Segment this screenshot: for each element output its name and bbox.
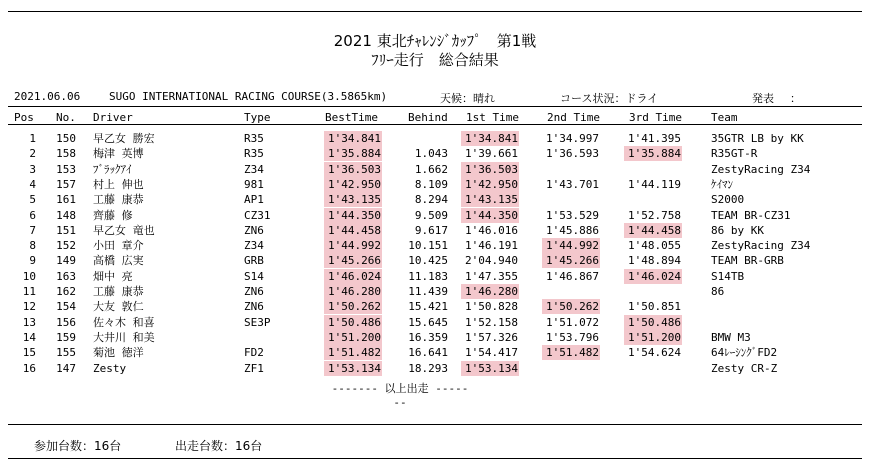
cell-best: 1'44.458 xyxy=(328,223,381,237)
col-header-best: BestTime xyxy=(325,111,378,124)
cell-t2: 1'34.997 xyxy=(546,132,599,145)
table-row xyxy=(0,208,870,224)
cell-t3: 1'50.851 xyxy=(628,300,681,314)
cell-no: 155 xyxy=(56,346,76,360)
cell-best: 1'46.280 xyxy=(328,285,381,298)
cell-behind: 1.043 xyxy=(414,147,448,161)
col-header-team: Team xyxy=(711,111,738,124)
table-row xyxy=(0,238,870,254)
cell-type: ZN6 xyxy=(244,300,264,314)
table-row xyxy=(0,299,870,315)
cell-best: 1'51.482 xyxy=(328,346,381,360)
table-row xyxy=(0,269,870,285)
starter-count: 出走台数：16台 xyxy=(175,439,263,453)
cell-t2: 1'44.992 xyxy=(546,239,599,253)
cell-pos: 8 xyxy=(29,239,36,253)
cell-no: 161 xyxy=(56,193,76,207)
cell-behind: 15.645 xyxy=(408,315,448,329)
top-rule xyxy=(8,11,862,12)
cell-type: CZ31 xyxy=(244,208,271,222)
cell-type: R35 xyxy=(244,132,264,145)
cell-type: ZN6 xyxy=(244,285,264,298)
cell-t1: 1'43.135 xyxy=(465,193,518,207)
announce-time: ： xyxy=(790,92,801,105)
cell-no: 156 xyxy=(56,315,76,329)
cell-team: TEAM BR-GRB xyxy=(711,254,784,268)
cell-best: 1'50.262 xyxy=(328,300,381,314)
cell-best: 1'36.503 xyxy=(328,162,381,176)
cell-t1: 1'46.280 xyxy=(465,285,518,298)
cell-no: 154 xyxy=(56,300,76,314)
cell-pos: 2 xyxy=(29,147,36,161)
cell-team: 86 by KK xyxy=(711,223,764,237)
cell-pos: 12 xyxy=(22,300,36,314)
cell-behind: 10.151 xyxy=(408,239,448,253)
table-row xyxy=(0,162,870,178)
cell-best: 1'34.841 xyxy=(328,132,381,145)
cell-team: 35GTR LB by KK xyxy=(711,132,804,145)
col-header-pos: Pos xyxy=(14,111,34,124)
table-row xyxy=(0,345,870,361)
weather: 天候：晴れ xyxy=(440,92,495,105)
cell-t1: 1'34.841 xyxy=(465,132,518,145)
col-header-1st: 1st Time xyxy=(466,111,519,124)
col-header-no: No. xyxy=(56,111,76,124)
cell-pos: 6 xyxy=(29,208,36,222)
cell-t2: 1'46.867 xyxy=(546,269,599,283)
cell-no: 152 xyxy=(56,239,76,253)
cell-pos: 15 xyxy=(22,346,36,360)
cell-behind: 1.662 xyxy=(414,162,448,176)
cell-driver: 佐々木 和喜 xyxy=(93,315,155,329)
cell-type: Z34 xyxy=(244,162,264,176)
cell-pos: 14 xyxy=(22,330,36,344)
cell-t2: 1'45.886 xyxy=(546,223,599,237)
table-row xyxy=(0,192,870,208)
bottom-rule xyxy=(8,458,862,459)
cell-t3: 1'51.200 xyxy=(628,330,681,344)
table-row xyxy=(0,223,870,239)
cell-driver: 菊池 徳洋 xyxy=(93,346,144,360)
cell-type: Z34 xyxy=(244,239,264,253)
cell-behind: 11.183 xyxy=(408,269,448,283)
cell-no: 149 xyxy=(56,254,76,268)
col-header-driver: Driver xyxy=(93,111,133,124)
cell-t3: 1'50.486 xyxy=(628,315,681,329)
cell-pos: 3 xyxy=(29,162,36,176)
cell-type: SE3P xyxy=(244,315,271,329)
cell-driver: 梅津 英博 xyxy=(93,147,144,161)
cell-t1: 1'52.158 xyxy=(465,315,518,329)
cell-t2: 1'36.593 xyxy=(546,147,599,161)
cell-pos: 1 xyxy=(29,132,36,145)
cell-type: ZF1 xyxy=(244,361,264,375)
cell-best: 1'42.950 xyxy=(328,177,381,191)
cell-best: 1'44.992 xyxy=(328,239,381,253)
cell-t3: 1'44.119 xyxy=(628,177,681,191)
cell-behind: 8.294 xyxy=(414,193,448,207)
cell-t1: 2'04.940 xyxy=(465,254,518,268)
cell-t1: 1'50.828 xyxy=(465,300,518,314)
cell-behind: 11.439 xyxy=(408,285,448,298)
cell-pos: 9 xyxy=(29,254,36,268)
cell-t3: 1'48.055 xyxy=(628,239,681,253)
cell-no: 151 xyxy=(56,223,76,237)
cell-no: 153 xyxy=(56,162,76,176)
cell-team: ｹｲﾏﾝ xyxy=(711,177,733,191)
col-header-behind: Behind xyxy=(408,111,448,124)
cell-t2: 1'51.482 xyxy=(546,346,599,360)
cell-t2: 1'43.701 xyxy=(546,177,599,191)
cell-driver: 齊藤 修 xyxy=(93,208,133,222)
cell-pos: 7 xyxy=(29,223,36,237)
cell-driver: ﾌﾞﾗｯｸｱｲ xyxy=(93,162,132,176)
cell-t3: 1'52.758 xyxy=(628,208,681,222)
cell-t1: 1'53.134 xyxy=(465,361,518,375)
cell-behind: 18.293 xyxy=(408,361,448,375)
course-name: SUGO INTERNATIONAL RACING COURSE(3.5865km) xyxy=(109,90,388,103)
cell-no: 150 xyxy=(56,132,76,145)
cell-driver: 高橋 広実 xyxy=(93,254,144,268)
cell-pos: 16 xyxy=(22,361,36,375)
cell-behind: 10.425 xyxy=(408,254,448,268)
cell-team: BMW M3 xyxy=(711,330,751,344)
table-row xyxy=(0,177,870,193)
cell-type: S14 xyxy=(244,269,264,283)
cell-t2: 1'53.796 xyxy=(546,330,599,344)
cell-pos: 13 xyxy=(22,315,36,329)
cell-no: 157 xyxy=(56,177,76,191)
cell-behind: 16.359 xyxy=(408,330,448,344)
cell-t1: 1'42.950 xyxy=(465,177,518,191)
cell-team: TEAM BR-CZ31 xyxy=(711,208,791,222)
cell-t3: 1'41.395 xyxy=(628,132,681,145)
cell-t3: 1'35.884 xyxy=(628,147,681,161)
cell-t2: 1'53.529 xyxy=(546,208,599,222)
track-condition: コース状況：ドライ xyxy=(560,92,659,105)
cell-best: 1'51.200 xyxy=(328,330,381,344)
cell-driver: 大友 敦仁 xyxy=(93,300,144,314)
cell-no: 162 xyxy=(56,285,76,298)
cell-t1: 1'44.350 xyxy=(465,208,518,222)
cell-type: 981 xyxy=(244,177,264,191)
table-row xyxy=(0,330,870,346)
cell-behind: 9.509 xyxy=(414,208,448,222)
cell-behind: 8.109 xyxy=(414,177,448,191)
cell-no: 159 xyxy=(56,330,76,344)
cell-driver: 工藤 康恭 xyxy=(93,193,144,207)
cell-driver: 村上 伸也 xyxy=(93,177,144,191)
cell-no: 147 xyxy=(56,361,76,375)
cell-t2: 1'51.072 xyxy=(546,315,599,329)
cell-type: FD2 xyxy=(244,346,264,360)
cell-driver: 早乙女 勝宏 xyxy=(93,132,155,145)
cell-t3: 1'44.458 xyxy=(628,223,681,237)
cell-team: Zesty CR-Z xyxy=(711,361,778,375)
table-row xyxy=(0,284,870,300)
cell-t3: 1'48.894 xyxy=(628,254,681,268)
table-row xyxy=(0,146,870,162)
cell-t1: 1'46.191 xyxy=(465,239,518,253)
cell-no: 158 xyxy=(56,147,76,161)
cell-best: 1'45.266 xyxy=(328,254,381,268)
cell-t3: 1'46.024 xyxy=(628,269,681,283)
cell-type: ZN6 xyxy=(244,223,264,237)
cell-t1: 1'36.503 xyxy=(465,162,518,176)
cell-best: 1'44.350 xyxy=(328,208,381,222)
cell-behind: 9.617 xyxy=(414,223,448,237)
cell-t3: 1'54.624 xyxy=(628,346,681,360)
footer-rule xyxy=(8,424,862,425)
cell-type: R35 xyxy=(244,147,264,161)
cell-best: 1'43.135 xyxy=(328,193,381,207)
cell-best: 1'46.024 xyxy=(328,269,381,283)
cell-behind: 16.641 xyxy=(408,346,448,360)
col-header-3rd: 3rd Time xyxy=(629,111,682,124)
entry-count: 参加台数：16台 xyxy=(34,439,122,453)
cell-team: 64ﾚｰｼﾝｸﾞFD2 xyxy=(711,346,778,360)
table-row xyxy=(0,315,870,331)
cell-team: 86 xyxy=(711,285,725,298)
cell-pos: 4 xyxy=(29,177,36,191)
cell-t2: 1'50.262 xyxy=(546,300,599,314)
announce-label: 発表 xyxy=(752,92,774,105)
cell-type: AP1 xyxy=(244,193,264,207)
cell-t1: 1'47.355 xyxy=(465,269,518,283)
table-row xyxy=(0,253,870,269)
header-top-rule xyxy=(8,106,862,107)
cell-type: GRB xyxy=(244,254,264,268)
end-marker: ------- 以上出走 ------- xyxy=(331,382,469,409)
cell-driver: 小田 章介 xyxy=(93,239,144,253)
cell-pos: 5 xyxy=(29,193,36,207)
col-header-type: Type xyxy=(244,111,271,124)
cell-driver: 工藤 康恭 xyxy=(93,285,144,298)
cell-t1: 1'57.326 xyxy=(465,330,518,344)
header-bottom-rule xyxy=(8,124,862,125)
cell-driver: 早乙女 竜也 xyxy=(93,223,155,237)
page-title: 2021 東北ﾁｬﾚﾝｼﾞｶｯﾌﾟ 第1戦 xyxy=(333,32,537,50)
cell-team: S2000 xyxy=(711,193,745,207)
col-header-2nd: 2nd Time xyxy=(547,111,600,124)
cell-team: ZestyRacing Z34 xyxy=(711,239,811,253)
event-date: 2021.06.06 xyxy=(14,90,81,103)
cell-t1: 1'46.016 xyxy=(465,223,518,237)
page-subtitle: ﾌﾘｰ走行 総合結果 xyxy=(371,51,499,69)
cell-behind: 15.421 xyxy=(408,300,448,314)
cell-best: 1'53.134 xyxy=(328,361,381,375)
cell-t1: 1'39.661 xyxy=(465,147,518,161)
cell-driver: Zesty xyxy=(93,361,127,375)
cell-team: ZestyRacing Z34 xyxy=(711,162,811,176)
cell-team: R35GT-R xyxy=(711,147,758,161)
cell-best: 1'50.486 xyxy=(328,315,381,329)
cell-team: S14TB xyxy=(711,269,745,283)
cell-pos: 11 xyxy=(22,285,36,298)
cell-best: 1'35.884 xyxy=(328,147,381,161)
cell-no: 148 xyxy=(56,208,76,222)
table-row xyxy=(0,361,870,377)
cell-pos: 10 xyxy=(22,269,36,283)
cell-driver: 大井川 和美 xyxy=(93,330,155,344)
table-row xyxy=(0,131,870,147)
cell-driver: 畑中 亮 xyxy=(93,269,133,283)
cell-no: 163 xyxy=(56,269,76,283)
cell-t1: 1'54.417 xyxy=(465,346,518,360)
cell-t2: 1'45.266 xyxy=(546,254,599,268)
